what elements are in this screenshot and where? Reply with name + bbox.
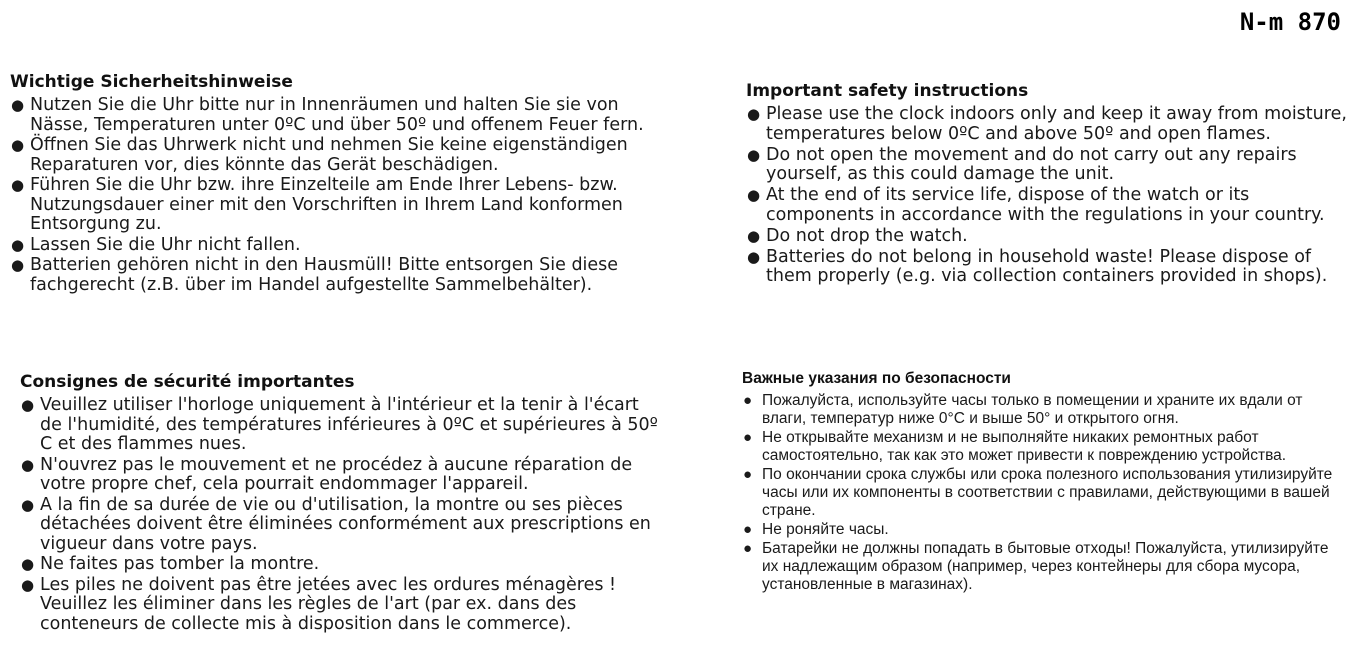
list-item	[20, 496, 660, 555]
bullet-icon: ●	[743, 521, 753, 538]
bullet-icon: ●	[21, 455, 35, 474]
item-text: N'ouvrez pas le mouvement et ne procédez à aucune réparation de votre propre chef, cela pourrait endommager l'appareil.	[40, 454, 633, 494]
bullet-icon: ●	[11, 176, 25, 194]
bullet-icon: ●	[743, 429, 753, 446]
list-item	[742, 392, 1342, 428]
list-item	[10, 136, 660, 175]
list-item	[742, 466, 1342, 520]
bullet-icon: ●	[743, 466, 753, 483]
bullet-icon: ●	[11, 256, 25, 274]
bullet-icon: ●	[21, 555, 35, 573]
list-item	[742, 540, 1342, 594]
item-text: Lassen Sie die Uhr nicht fallen.	[30, 234, 301, 255]
item-text: Пожалуйста, используйте часы только в помещении и храните их вдали от влаги, температур ниже 0°C и выше 50° и открытого огня.	[762, 392, 1303, 427]
bullet-icon: ●	[11, 96, 25, 114]
item-text: At the end of its service life, dispose of the watch or its components in accordance with the regulations in your country.	[766, 185, 1325, 225]
bullet-icon: ●	[11, 235, 25, 254]
bullet-icon: ●	[747, 105, 761, 123]
section-german	[10, 72, 660, 296]
section-russian	[742, 370, 1342, 595]
list-item	[746, 186, 1362, 226]
bullet-icon: ●	[747, 186, 761, 205]
item-text: Veuillez utiliser l'horloge uniquement à l'intérieur et la tenir à l'écart de l'humidité, des températures inférieures à 0ºC et supérieures à 50º C et des flammes nues.	[40, 395, 658, 454]
instruction-list	[10, 96, 660, 295]
list-item	[746, 248, 1362, 288]
bullet-icon: ●	[11, 136, 25, 154]
list-item	[746, 105, 1362, 145]
section-french	[20, 372, 660, 635]
model-number: N-m 870	[1239, 8, 1341, 36]
list-item	[20, 456, 660, 495]
item-text: Batterien gehören nicht in den Hausmüll! Bitte entsorgen Sie diese fachgerecht (z.B. über im Handel aufgestellte Sammelbehälter).	[30, 255, 619, 295]
bullet-icon: ●	[743, 540, 753, 557]
item-text: Please use the clock indoors only and keep it away from moisture, temperatures below 0ºC and above 50º and open flames.	[766, 104, 1347, 144]
section-title: Wichtige Sicherheitshinweise	[10, 72, 293, 92]
item-text: A la fin de sa durée de vie ou d'utilisation, la montre ou ses pièces détachées doivent être éliminées conformément aux prescriptions en vigueur dans votre pays.	[40, 494, 651, 554]
list-item	[746, 227, 1362, 247]
item-text: Батарейки не должны попадать в бытовые отходы! Пожалуйста, утилизируйте их надлежащим образом (например, через контейнеры для сбора мусора, установленные в магазинах).	[762, 540, 1329, 593]
list-item	[20, 396, 660, 455]
instruction-list	[746, 105, 1362, 287]
bullet-icon: ●	[21, 396, 35, 414]
item-text: По окончании срока службы или срока полезного использования утилизируйте часы или их компоненты в соответствии с правилами, действующими в вашей стране.	[762, 466, 1333, 519]
instruction-list	[20, 396, 660, 634]
bullet-icon: ●	[747, 145, 761, 164]
section-title: Consignes de sécurité importantes	[20, 372, 355, 392]
item-text: Öffnen Sie das Uhrwerk nicht und nehmen Sie keine eigenständigen Reparaturen vor, dies könnte das Gerät beschädigen.	[30, 135, 628, 175]
section-english	[746, 81, 1362, 288]
list-item	[10, 176, 660, 235]
section-title: Important safety instructions	[746, 81, 1029, 101]
bullet-icon: ●	[747, 247, 761, 266]
list-item	[10, 236, 660, 256]
list-item	[20, 576, 660, 635]
item-text: Do not open the movement and do not carry out any repairs yourself, as this could damage the unit.	[766, 144, 1297, 185]
item-text: Не открывайте механизм и не выполняйте никаких ремонтных работ самостоятельно, так как это может привести к повреждению устройства.	[762, 429, 1287, 464]
list-item	[746, 146, 1362, 186]
bullet-icon: ●	[21, 575, 35, 594]
item-text: Führen Sie die Uhr bzw. ihre Einzelteile am Ende Ihrer Lebens- bzw. Nutzungsdauer einer mit den Vorschriften in Ihrem Land konformen Entsorgung zu.	[30, 175, 623, 234]
list-item	[742, 429, 1342, 465]
bullet-icon: ●	[747, 226, 761, 245]
item-text: Nutzen Sie die Uhr bitte nur in Innenräumen und halten Sie sie von Nässe, Temperaturen unter 0ºC und über 50º und offenem Feuer fern.	[30, 95, 644, 135]
list-item	[742, 521, 1342, 539]
item-text: Les piles ne doivent pas être jetées avec les ordures ménagères ! Veuillez les éliminer dans les règles de l'art (par ex. dans des conteneurs de collecte mis à disposition dans le commerce).	[40, 574, 617, 634]
item-text: Do not drop the watch.	[766, 225, 968, 246]
bullet-icon: ●	[743, 392, 753, 409]
list-item	[10, 256, 660, 295]
bullet-icon: ●	[21, 495, 35, 514]
list-item	[10, 96, 660, 135]
item-text: Не роняйте часы.	[762, 521, 889, 538]
list-item	[20, 555, 660, 575]
instruction-list	[742, 392, 1342, 594]
section-title: Важные указания по безопасности	[742, 370, 1011, 387]
item-text: Batteries do not belong in household waste! Please dispose of them properly (e.g. via collection containers provided in shops).	[766, 246, 1328, 287]
item-text: Ne faites pas tomber la montre.	[40, 554, 320, 574]
